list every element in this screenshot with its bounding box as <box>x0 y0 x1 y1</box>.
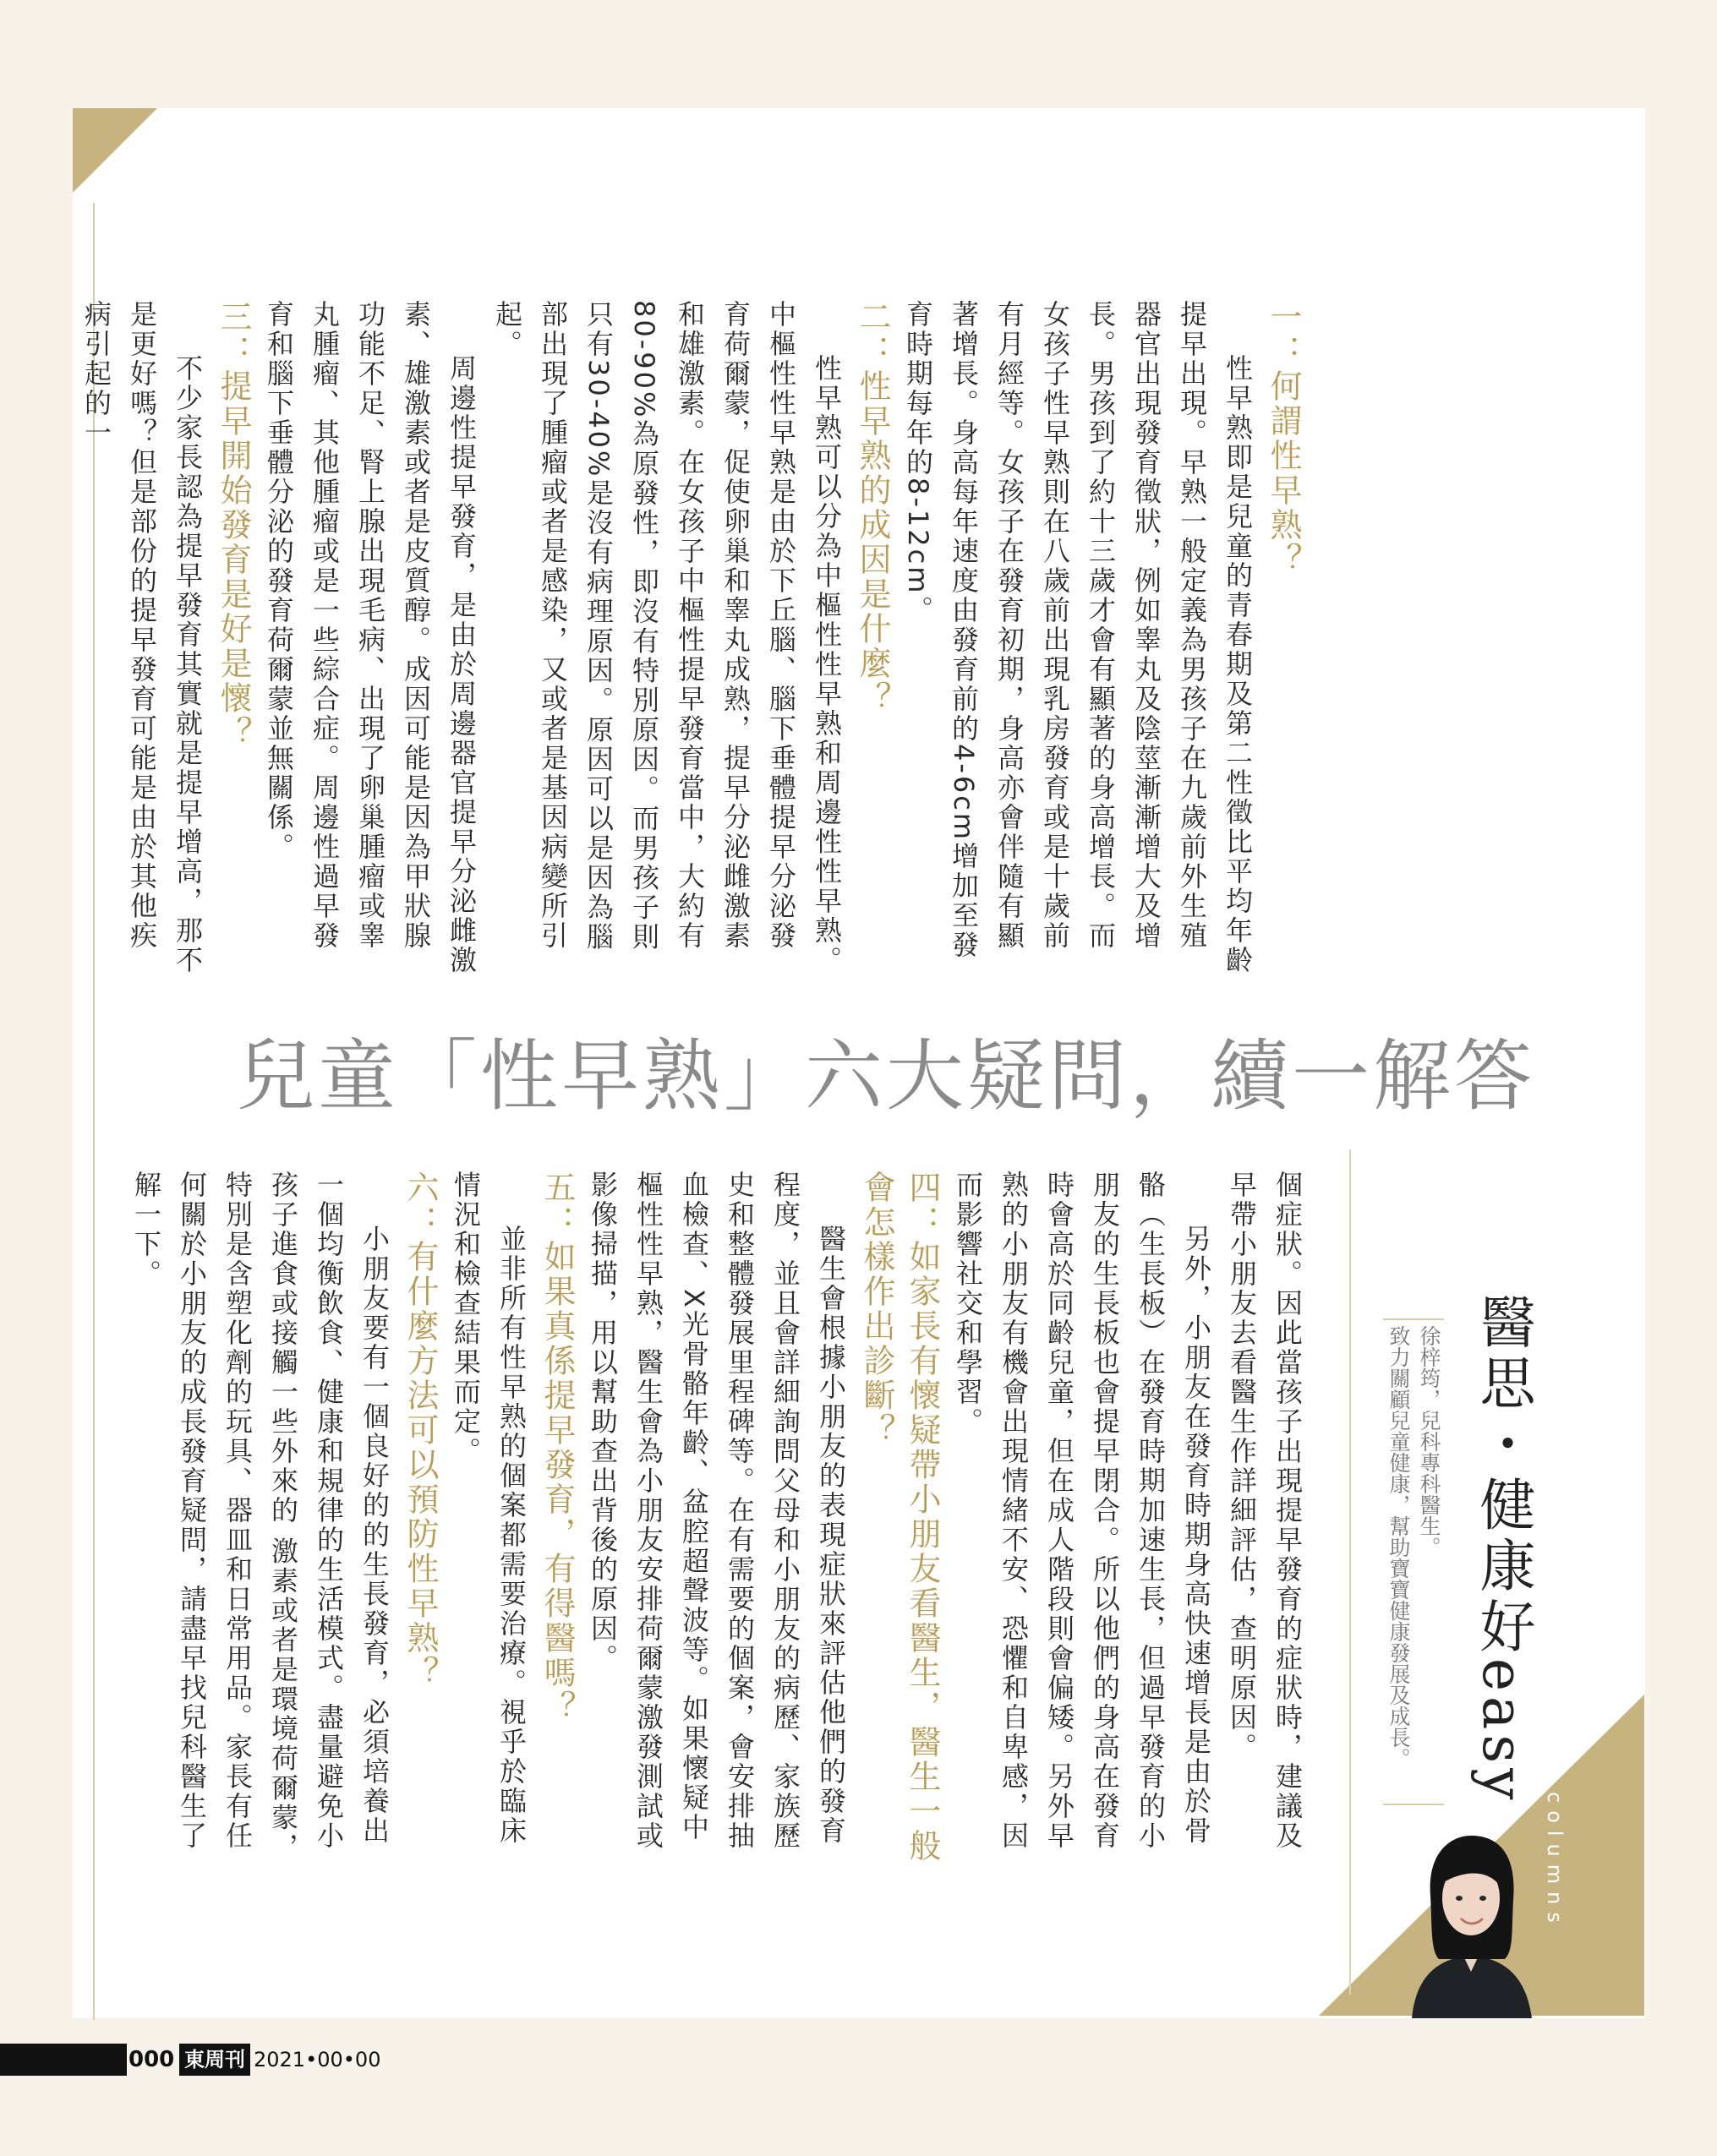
author-bio <box>1383 1318 1444 1805</box>
footer-bar <box>0 2044 127 2076</box>
author-photo <box>1386 1815 1556 2018</box>
article-text-bottom <box>130 1171 1310 1864</box>
article-text-top <box>80 300 1306 976</box>
author-portrait-icon <box>1386 1815 1556 2018</box>
section-paragraph: 個症狀。因此當孩子出現提早發育的症狀時，建議及早帶小朋友去看醫生作詳細評估，查明原因。 <box>1226 1171 1304 1851</box>
divider-right <box>1349 1149 1351 1995</box>
section-paragraph: 性早熟即是兒童的青春期及第二性徵比平均年齡提早出現。早熟一般定義為男孩子在九歲前外生殖器官出現發育徵狀，例如睾丸及陰莖漸漸增大及增長。男孩到了約十三歲才會有顯著的身高增長。而女孩子性早熟則在八歲前出現乳房發育或是十歲前有月經等。女孩子在發育初期，身高亦會伴隨有顯著增長。身高每年速度由發育前的4-6cm增加至發育時期每年的8-12cm。 <box>902 300 1254 975</box>
magazine-brand: 東周刊 <box>179 2044 250 2076</box>
section-heading: 三：提早開始發育是好是懷？ <box>215 300 252 751</box>
section-paragraph: 另外，小朋友在發育時期身高快速增長是由於骨骼（生長板）在發育時期加速生長，但過早發育的小朋友的生長板也會提早閉合。所以他們的身高在發育時會高於同齡兒童，但在成人階段則會偏矮。另外早熟的小朋友有機會出現情緒不安、恐懼和自卑感，因而影響社交和學習。 <box>952 1171 1212 1851</box>
section-paragraph: 並非所有性早熟的個案都需要治療。視乎於臨床情況和檢查結果而定。 <box>450 1171 528 1846</box>
section-paragraph: 周邊性提早發育，是由於周邊器官提早分泌雌激素、雄激素或者是皮質醇。成因可能是因為甲狀腺功能不足、腎上腺出現毛病、出現了卵巢腫瘤或睾丸腫瘤、其他腫瘤或是一些綜合症。周邊性過早發育和腦下垂體分泌的發育荷爾蒙並無關係。 <box>263 300 478 975</box>
columns-label: columns <box>1543 1792 1567 1930</box>
section-paragraph: 不少家長認為提早發育其實就是提早增高，那不是更好嗎？但是部份的提早發育可能是由於其他疾病引起的一 <box>80 300 204 975</box>
section-paragraph: 小朋友要有一個良好的的生長發育，必須培養出一個均衡飲食、健康和規律的生活模式。盡量避免小孩子進食或接觸一些外來的 激素或者是環境荷爾蒙，特別是含塑化劑的玩具、器皿和日常用品。家長有任何關於小朋友的成長發育疑問，請盡早找兒科醫生了解一下。 <box>130 1171 391 1863</box>
section-heading: 六：有什麼方法可以預防性早熟？ <box>402 1171 439 1690</box>
author-line-1: 徐梓筠，兒科專科醫生。 <box>1417 1325 1441 1558</box>
section-heading: 一：何謂性早熟？ <box>1265 300 1302 577</box>
section-paragraph: 醫生會根據小朋友的表現症狀來評估他們的發育程度，並且會詳細詢問父母和小朋友的病歷、家族歷史和整體發展里程碑等。在有需要的個案，會安排抽血檢查、X光骨骼年齡、盆腔超聲波等。如果懷疑中樞性性早熟，醫生會為小朋友安排荷爾蒙激發測試或影像掃描，用以幫助查出背後的原因。 <box>587 1171 847 1851</box>
section-heading: 五：如果真係提早發育，有得醫嗎？ <box>539 1171 576 1725</box>
page-number: 000 <box>129 2047 175 2072</box>
page-footer <box>0 2044 507 2076</box>
section-paragraph: 性早熟可以分為中樞性性早熟和周邊性性早熟。中樞性性早熟是由於下丘腦、腦下垂體提早分泌發育荷爾蒙，促使卵巢和睾丸成熟，提早分泌雌激素和雄激素。在女孩子中樞性提早發育當中，大約有80-90%為原發性，即沒有特別原因。而男孩子則只有30-40%是沒有病理原因。原因可以是因為腦部出現了腫瘤或者是感染，又或者是基因病變所引起。 <box>491 300 843 975</box>
issue-date: 2021•00•00 <box>254 2048 381 2071</box>
section-heading: 四：如家長有懷疑帶小朋友看醫生，醫生一般會怎樣作出診斷？ <box>858 1171 941 1864</box>
author-line-2: 致力關顧兒童健康，幫助寶寶健康發展及成長。 <box>1386 1325 1411 1769</box>
article-title: 兒童「性早熟」六大疑問，續一解答 <box>237 1031 1536 1122</box>
column-name: 醫思・健康好easy <box>1470 1293 1535 1805</box>
corner-decoration-top-left <box>73 108 157 193</box>
section-heading: 二：性早熟的成因是什麼？ <box>854 300 891 716</box>
